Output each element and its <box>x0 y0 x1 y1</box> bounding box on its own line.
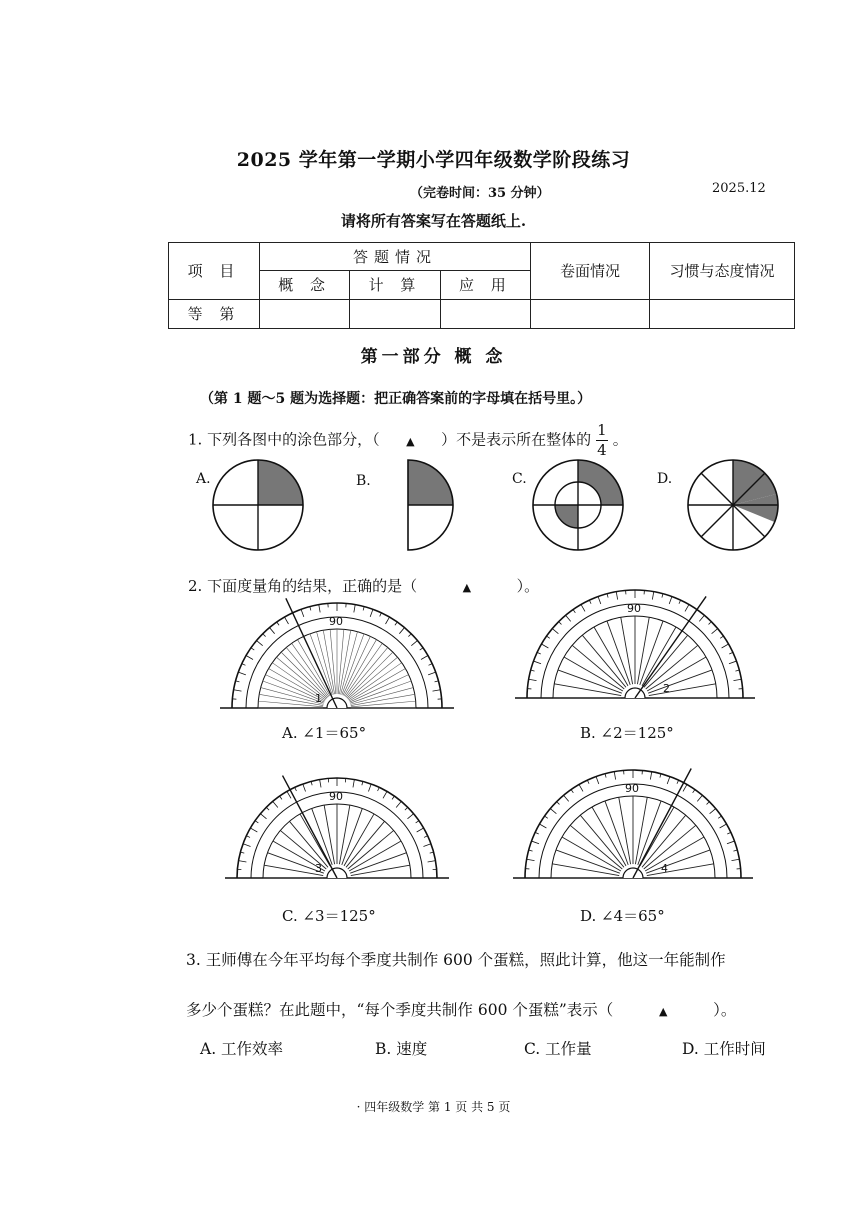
calculation-header: 计 算 <box>350 271 440 299</box>
item-header: 项 目 <box>169 243 260 300</box>
answer-status-header: 答题情况 <box>260 243 531 271</box>
angle-mark-4: 4 <box>661 862 668 875</box>
q3-line-1: 3. 王师傅在今年平均每个季度共制作 600 个蛋糕，照此计算，他这一年能制作 <box>186 951 726 969</box>
q1-option-c: C. <box>512 471 527 487</box>
instruction: 请将所有答案写在答题纸上. <box>340 212 527 230</box>
q2-end: ）。 <box>516 577 540 595</box>
application-header: 应 用 <box>440 271 530 299</box>
protractor-90-label: 90 <box>625 782 639 795</box>
q3-option-d: D. 工作时间 <box>682 1040 766 1058</box>
protractor-90-label: 90 <box>329 615 343 628</box>
section-note: （第 1 题～5 题为选择题：把正确答案前的字母填在括号里。） <box>200 391 592 407</box>
page-footer: · 四年级数学 第 1 页 共 5 页 <box>356 1100 511 1114</box>
protractor-1 <box>220 598 454 708</box>
answer-blank-2[interactable]: ▲ <box>462 581 472 594</box>
protractor-90-label: 90 <box>329 790 343 803</box>
q1-option-a: A. <box>196 471 211 487</box>
q2-text: 2. 下面度量角的结果，正确的是（ <box>188 577 418 595</box>
q2-label-d: D. ∠4＝65° <box>580 907 665 925</box>
q3-option-a: A. 工作效率 <box>200 1040 284 1058</box>
grade-label: 等 第 <box>169 299 260 328</box>
q1-text-a: 1. 下列各图中的涂色部分，（ <box>188 430 380 449</box>
q3-line-2a: 多少个蛋糕？在此题中，“每个季度共制作 600 个蛋糕”表示（ <box>186 1001 614 1019</box>
q3-option-b: B. 速度 <box>375 1040 428 1058</box>
fraction-denominator: 4 <box>597 441 607 459</box>
answer-blank-3[interactable]: ▲ <box>659 1005 668 1018</box>
section-title: 第一部分 概 念 <box>360 347 507 367</box>
q3-option-c: C. 工作量 <box>524 1040 592 1058</box>
angle-mark-2: 2 <box>663 682 670 695</box>
angle-mark-3: 3 <box>315 862 322 875</box>
q2-label-a: A. ∠1＝65° <box>282 724 367 742</box>
q1-option-d: D. <box>657 471 673 487</box>
q3-line-2b: ）。 <box>713 1001 737 1019</box>
q2-label-b: B. ∠2＝125° <box>580 724 674 742</box>
fraction-numerator: 1 <box>597 421 607 439</box>
q1-end: 。 <box>612 430 628 449</box>
habit-status-header: 习惯与态度情况 <box>650 243 795 300</box>
paper-status-header: 卷面情况 <box>531 243 650 300</box>
question-3-line-2 <box>186 998 736 1020</box>
q1-text-b: ）不是表示所在整体的 <box>441 430 592 449</box>
q1-option-b: B. <box>356 473 371 489</box>
exam-date: 2025.12 <box>712 181 766 196</box>
concept-header: 概 念 <box>260 271 350 299</box>
time-limit: （完卷时间：35 分钟） <box>410 186 550 201</box>
protractor-3 <box>225 776 449 878</box>
page-title: 2025 学年第一学期小学四年级数学阶段练习 <box>236 149 631 171</box>
angle-mark-1: 1 <box>315 692 322 705</box>
answer-blank-1[interactable]: ▲ <box>406 434 415 448</box>
protractor-2 <box>515 590 755 698</box>
protractor-4 <box>513 769 753 878</box>
q2-label-c: C. ∠3＝125° <box>282 907 376 925</box>
protractor-90-label: 90 <box>627 602 641 615</box>
